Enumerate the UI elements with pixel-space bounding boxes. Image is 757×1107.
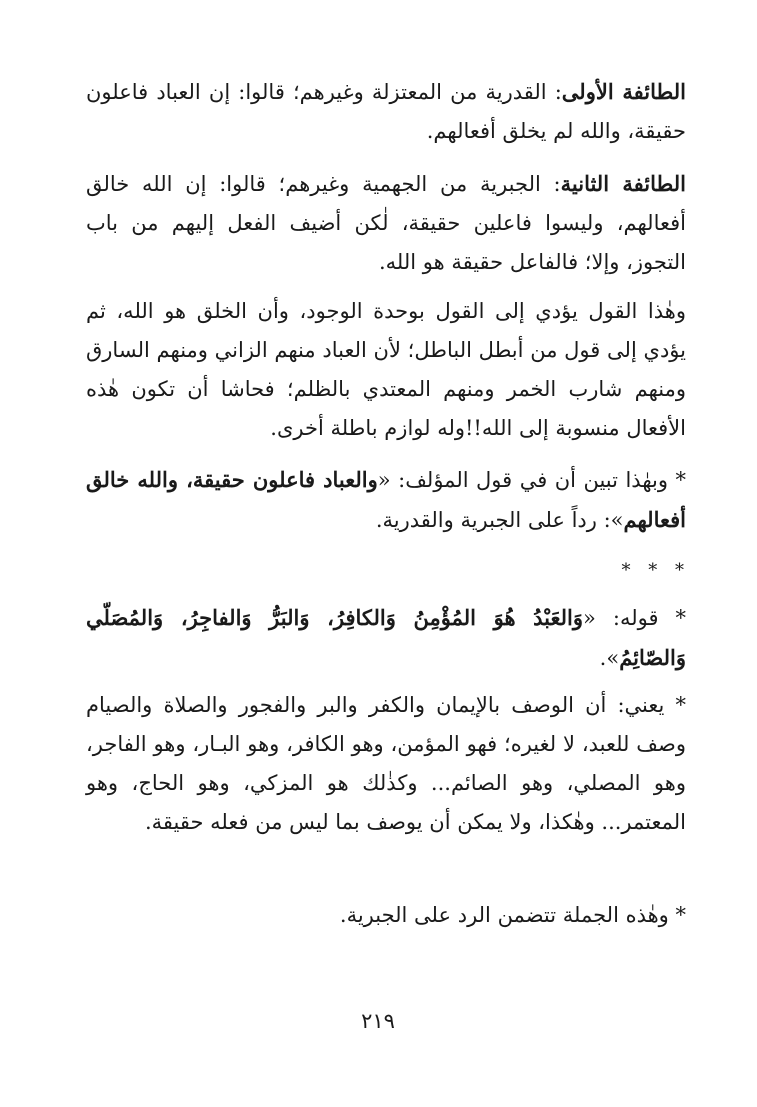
author-statement-quote: والعباد فاعلون حقيقة، والله خالق أفعالهم (86, 467, 686, 532)
paragraph-unity-of-existence (86, 292, 716, 448)
second-sect-text: : الجبرية من الجهمية وغيرهم؛ قالوا: إن الله خالق أفعالهم، وليسوا فاعلين حقيقة، لٰكن أضيف الفعل إليهم من باب التجوز، وإلا؛ فالفاعل حقيقة هو الله. (86, 172, 686, 274)
quoted-text-quote: وَالعَبْدُ هُوَ المُؤْمِنُ وَالكافِرُ، وَالبَرُّ وَالفاجِرُ، وَالمُصَلّي وَالصّائِمُ (86, 605, 686, 670)
unity-text: وهٰذا القول يؤدي إلى القول بوحدة الوجود، وأن الخلق هو الله، ثم يؤدي إلى قول من أبطل الباطل؛ لأن العباد منهم الزاني ومنهم السارق ومنهم شارب الخمر ومنهم المعتدي بالظلم؛ فحاشا أن تكون هٰذه الأفعال منسوبة إلى الله!!وله لوازم باطلة أخرى. (86, 299, 686, 440)
paragraph-first-sect (86, 72, 716, 151)
first-sect-label: الطائفة الأولى (561, 79, 686, 104)
author-statement-lead: * وبهٰذا تبين أن في قول المؤلف: « (377, 468, 686, 492)
paragraph-explanation (86, 686, 716, 842)
author-statement-tail: »: رداً على الجبرية والقدرية. (375, 508, 624, 532)
first-sect-text: : القدرية من المعتزلة وغيرهم؛ قالوا: إن العباد فاعلون حقيقة، والله لم يخلق أفعالهم. (86, 80, 686, 143)
conclusion-text: * وهٰذه الجملة تتضمن الرد على الجبرية. (339, 903, 686, 927)
paragraph-conclusion (86, 896, 716, 935)
section-separator: * * * (621, 560, 690, 581)
explanation-text: * يعني: أن الوصف بالإيمان والكفر والبر والفجور والصلاة والصيام وصف للعبد، لا لغيره؛ فهو المؤمن، وهو الكافر، وهو البـار، وهو الفاجر، وهو المصلي، وهو الصائم... وكذٰلك هو المزكي، وهو الحاج، وهو المعتمر... وهٰكذا، ولا يمكن أن يوصف بما ليس من فعله حقيقة. (86, 693, 686, 834)
paragraph-second-sect (86, 164, 716, 282)
paragraph-quoted-text (86, 598, 716, 678)
paragraph-author-statement (86, 460, 716, 540)
page-number: ٢١٩ (361, 1009, 395, 1033)
second-sect-label: الطائفة الثانية (560, 171, 686, 196)
quoted-text-lead: * قوله: « (583, 606, 686, 630)
quoted-text-tail: ». (599, 646, 620, 670)
